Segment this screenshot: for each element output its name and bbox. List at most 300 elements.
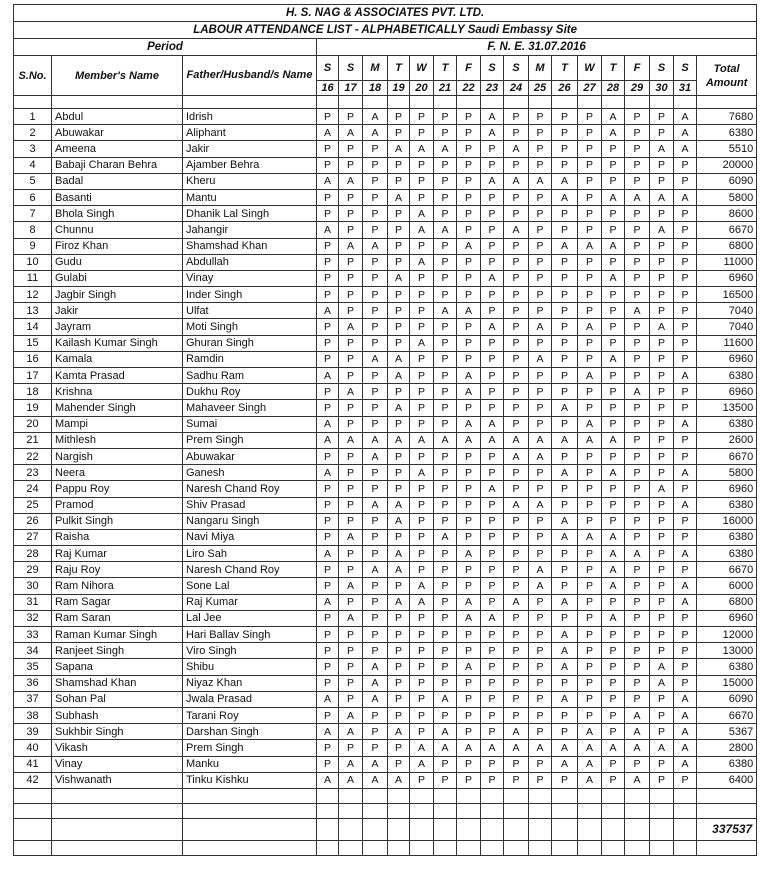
father-name-cell: Hari Ballav Singh xyxy=(183,627,317,643)
attendance-cell: A xyxy=(625,303,650,319)
attendance-cell: A xyxy=(529,497,552,513)
attendance-cell: A xyxy=(388,562,410,578)
amount-cell: 8600 xyxy=(697,206,757,222)
member-name-cell: Ram Sagar xyxy=(52,594,183,610)
sno-cell: 42 xyxy=(14,772,52,788)
spacer-cell xyxy=(363,96,388,109)
attendance-cell: P xyxy=(388,384,410,400)
day-number-header: 31 xyxy=(674,81,697,96)
attendance-cell: A xyxy=(602,125,625,141)
attendance-cell: A xyxy=(578,432,602,448)
attendance-cell: A xyxy=(457,432,481,448)
amount-cell: 6960 xyxy=(697,610,757,626)
attendance-cell: P xyxy=(625,675,650,691)
grand-total: 337537 xyxy=(697,818,757,840)
attendance-cell: P xyxy=(388,173,410,189)
attendance-cell: P xyxy=(481,206,504,222)
attendance-cell: P xyxy=(504,238,529,254)
attendance-cell: P xyxy=(674,254,697,270)
day-number-header: 17 xyxy=(339,81,363,96)
attendance-cell: A xyxy=(339,707,363,723)
attendance-cell: P xyxy=(388,610,410,626)
father-name-cell: Shamshad Khan xyxy=(183,238,317,254)
attendance-cell: P xyxy=(529,400,552,416)
attendance-cell: P xyxy=(481,157,504,173)
empty-row xyxy=(14,788,757,803)
table-row xyxy=(14,756,757,772)
attendance-cell: P xyxy=(674,562,697,578)
attendance-cell: A xyxy=(674,707,697,723)
attendance-cell: P xyxy=(529,254,552,270)
empty-cell xyxy=(52,840,183,855)
father-name-cell: Navi Miya xyxy=(183,529,317,545)
attendance-cell: P xyxy=(674,627,697,643)
attendance-cell: A xyxy=(552,594,578,610)
attendance-cell: P xyxy=(457,189,481,205)
attendance-cell: P xyxy=(363,627,388,643)
amount-cell: 12000 xyxy=(697,627,757,643)
attendance-cell: P xyxy=(388,691,410,707)
attendance-cell: P xyxy=(339,740,363,756)
attendance-cell: P xyxy=(650,513,674,529)
attendance-cell: P xyxy=(602,724,625,740)
attendance-cell: P xyxy=(481,254,504,270)
attendance-cell: P xyxy=(434,319,457,335)
attendance-cell: P xyxy=(625,594,650,610)
attendance-cell: A xyxy=(388,772,410,788)
attendance-cell: A xyxy=(481,610,504,626)
attendance-cell: P xyxy=(529,368,552,384)
attendance-cell: A xyxy=(504,497,529,513)
sno-cell: 29 xyxy=(14,562,52,578)
attendance-cell: P xyxy=(457,157,481,173)
sno-cell: 22 xyxy=(14,448,52,464)
attendance-cell: P xyxy=(339,351,363,367)
attendance-cell: P xyxy=(674,448,697,464)
attendance-cell: P xyxy=(578,481,602,497)
total-row xyxy=(14,818,757,840)
amount-cell: 5367 xyxy=(697,724,757,740)
attendance-cell: P xyxy=(363,594,388,610)
sno-cell: 35 xyxy=(14,659,52,675)
attendance-cell: P xyxy=(363,465,388,481)
table-row xyxy=(14,335,757,351)
attendance-cell: P xyxy=(339,497,363,513)
attendance-cell: P xyxy=(339,594,363,610)
empty-cell xyxy=(481,803,504,818)
attendance-cell: A xyxy=(602,432,625,448)
attendance-cell: P xyxy=(317,529,339,545)
member-name-cell: Babaji Charan Behra xyxy=(52,157,183,173)
period-label: Period xyxy=(14,39,317,56)
attendance-cell: P xyxy=(481,303,504,319)
amount-cell: 16500 xyxy=(697,287,757,303)
attendance-table xyxy=(13,4,757,856)
attendance-cell: A xyxy=(317,368,339,384)
attendance-cell: P xyxy=(434,627,457,643)
attendance-cell: P xyxy=(625,448,650,464)
spacer-cell xyxy=(578,96,602,109)
attendance-cell: A xyxy=(317,546,339,562)
attendance-cell: A xyxy=(674,141,697,157)
attendance-cell: P xyxy=(363,578,388,594)
sno-cell: 37 xyxy=(14,691,52,707)
member-name-cell: Sukhbir Singh xyxy=(52,724,183,740)
amount-cell: 6960 xyxy=(697,270,757,286)
attendance-cell: P xyxy=(388,206,410,222)
father-name-header: Father/Husband/s Name xyxy=(183,56,317,96)
member-name-header: Member's Name xyxy=(52,56,183,96)
attendance-cell: P xyxy=(602,400,625,416)
member-name-cell: Badal xyxy=(52,173,183,189)
attendance-cell: A xyxy=(674,691,697,707)
attendance-cell: P xyxy=(529,335,552,351)
attendance-cell: P xyxy=(388,416,410,432)
sno-cell: 7 xyxy=(14,206,52,222)
attendance-cell: P xyxy=(552,351,578,367)
attendance-cell: P xyxy=(552,610,578,626)
attendance-cell: P xyxy=(388,707,410,723)
empty-cell xyxy=(388,803,410,818)
attendance-cell: P xyxy=(410,659,434,675)
member-name-cell: Jayram xyxy=(52,319,183,335)
attendance-cell: A xyxy=(339,125,363,141)
attendance-cell: A xyxy=(529,351,552,367)
attendance-cell: P xyxy=(650,529,674,545)
attendance-cell: A xyxy=(504,448,529,464)
attendance-cell: P xyxy=(625,691,650,707)
attendance-cell: P xyxy=(317,206,339,222)
attendance-cell: A xyxy=(339,173,363,189)
spacer-cell xyxy=(183,96,317,109)
amount-cell: 6380 xyxy=(697,497,757,513)
sheet-subtitle: LABOUR ATTENDANCE LIST - ALPHABETICALLY Saudi Embassy Site xyxy=(14,22,757,39)
attendance-cell: A xyxy=(410,594,434,610)
attendance-cell: P xyxy=(650,627,674,643)
attendance-cell: P xyxy=(434,659,457,675)
attendance-cell: P xyxy=(529,416,552,432)
day-letter-header: W xyxy=(410,56,434,81)
member-name-cell: Mithlesh xyxy=(52,432,183,448)
attendance-cell: A xyxy=(317,416,339,432)
empty-cell xyxy=(529,840,552,855)
attendance-cell: P xyxy=(388,627,410,643)
attendance-cell: P xyxy=(529,189,552,205)
day-number-header: 25 xyxy=(529,81,552,96)
attendance-cell: P xyxy=(504,546,529,562)
attendance-cell: P xyxy=(339,303,363,319)
attendance-cell: P xyxy=(388,448,410,464)
attendance-cell: P xyxy=(388,481,410,497)
attendance-cell: P xyxy=(650,448,674,464)
father-name-cell: Darshan Singh xyxy=(183,724,317,740)
member-name-cell: Jagbir Singh xyxy=(52,287,183,303)
attendance-cell: P xyxy=(388,529,410,545)
amount-cell: 13500 xyxy=(697,400,757,416)
attendance-cell: A xyxy=(363,497,388,513)
attendance-cell: P xyxy=(388,659,410,675)
day-letter-header: T xyxy=(434,56,457,81)
attendance-sheet xyxy=(13,4,753,878)
attendance-cell: P xyxy=(578,351,602,367)
attendance-cell: P xyxy=(504,270,529,286)
empty-cell xyxy=(481,788,504,803)
attendance-cell: P xyxy=(410,497,434,513)
empty-row xyxy=(14,803,757,818)
attendance-cell: P xyxy=(339,691,363,707)
attendance-cell: P xyxy=(434,562,457,578)
day-letter-header: T xyxy=(388,56,410,81)
sno-cell: 32 xyxy=(14,610,52,626)
member-name-cell: Mahender Singh xyxy=(52,400,183,416)
amount-cell: 5800 xyxy=(697,465,757,481)
attendance-cell: P xyxy=(363,707,388,723)
member-name-cell: Abdul xyxy=(52,109,183,125)
attendance-cell: P xyxy=(625,627,650,643)
attendance-cell: A xyxy=(457,384,481,400)
attendance-cell: A xyxy=(602,270,625,286)
empty-cell xyxy=(529,788,552,803)
period-value: F. N. E. 31.07.2016 xyxy=(317,39,757,56)
attendance-cell: A xyxy=(457,546,481,562)
attendance-cell: A xyxy=(388,368,410,384)
attendance-cell: P xyxy=(578,335,602,351)
attendance-cell: P xyxy=(481,529,504,545)
attendance-cell: P xyxy=(578,141,602,157)
attendance-cell: A xyxy=(363,109,388,125)
attendance-cell: P xyxy=(602,497,625,513)
attendance-cell: P xyxy=(317,238,339,254)
father-name-cell: Manku xyxy=(183,756,317,772)
attendance-cell: P xyxy=(602,287,625,303)
member-name-cell: Shamshad Khan xyxy=(52,675,183,691)
attendance-cell: A xyxy=(339,724,363,740)
amount-cell: 6000 xyxy=(697,578,757,594)
amount-cell: 6670 xyxy=(697,562,757,578)
attendance-cell: P xyxy=(529,465,552,481)
empty-cell xyxy=(317,818,339,840)
attendance-cell: P xyxy=(650,303,674,319)
table-row xyxy=(14,707,757,723)
attendance-cell: P xyxy=(625,351,650,367)
sno-cell: 8 xyxy=(14,222,52,238)
attendance-cell: P xyxy=(317,562,339,578)
attendance-cell: P xyxy=(363,189,388,205)
attendance-cell: P xyxy=(674,319,697,335)
attendance-cell: P xyxy=(625,497,650,513)
father-name-cell: Viro Singh xyxy=(183,643,317,659)
attendance-cell: P xyxy=(410,368,434,384)
attendance-cell: P xyxy=(457,448,481,464)
empty-cell xyxy=(650,840,674,855)
attendance-cell: P xyxy=(625,400,650,416)
attendance-cell: P xyxy=(529,384,552,400)
empty-cell xyxy=(552,803,578,818)
amount-cell: 7040 xyxy=(697,303,757,319)
attendance-cell: A xyxy=(363,562,388,578)
attendance-cell: P xyxy=(363,481,388,497)
attendance-cell: P xyxy=(650,707,674,723)
attendance-cell: P xyxy=(650,400,674,416)
table-row xyxy=(14,125,757,141)
attendance-cell: A xyxy=(388,400,410,416)
attendance-cell: A xyxy=(457,368,481,384)
attendance-cell: A xyxy=(529,173,552,189)
attendance-cell: A xyxy=(602,465,625,481)
attendance-cell: P xyxy=(578,465,602,481)
attendance-cell: P xyxy=(578,594,602,610)
member-name-cell: Mampi xyxy=(52,416,183,432)
attendance-cell: P xyxy=(481,189,504,205)
attendance-cell: P xyxy=(339,141,363,157)
attendance-cell: A xyxy=(552,659,578,675)
attendance-cell: P xyxy=(388,643,410,659)
attendance-cell: P xyxy=(481,772,504,788)
attendance-cell: P xyxy=(552,157,578,173)
attendance-cell: P xyxy=(504,610,529,626)
empty-cell xyxy=(481,840,504,855)
attendance-cell: P xyxy=(457,643,481,659)
attendance-cell: P xyxy=(388,740,410,756)
attendance-cell: P xyxy=(317,610,339,626)
attendance-cell: P xyxy=(457,707,481,723)
spacer-cell xyxy=(552,96,578,109)
attendance-cell: P xyxy=(625,562,650,578)
attendance-cell: P xyxy=(317,351,339,367)
table-row xyxy=(14,351,757,367)
day-letter-header: S xyxy=(339,56,363,81)
attendance-cell: P xyxy=(363,400,388,416)
attendance-cell: P xyxy=(578,109,602,125)
attendance-cell: A xyxy=(481,319,504,335)
member-name-cell: Gudu xyxy=(52,254,183,270)
attendance-cell: A xyxy=(552,691,578,707)
empty-cell xyxy=(504,818,529,840)
attendance-cell: A xyxy=(578,756,602,772)
attendance-cell: P xyxy=(674,675,697,691)
attendance-cell: P xyxy=(388,238,410,254)
attendance-cell: A xyxy=(578,529,602,545)
attendance-cell: P xyxy=(388,303,410,319)
attendance-cell: P xyxy=(650,335,674,351)
attendance-cell: P xyxy=(457,270,481,286)
attendance-cell: P xyxy=(625,157,650,173)
attendance-cell: P xyxy=(504,303,529,319)
father-name-cell: Nangaru Singh xyxy=(183,513,317,529)
attendance-cell: P xyxy=(650,691,674,707)
attendance-cell: A xyxy=(504,432,529,448)
sno-cell: 23 xyxy=(14,465,52,481)
attendance-cell: P xyxy=(674,610,697,626)
father-name-cell: Sone Lal xyxy=(183,578,317,594)
table-row xyxy=(14,400,757,416)
member-name-cell: Basanti xyxy=(52,189,183,205)
empty-cell xyxy=(602,788,625,803)
empty-cell xyxy=(363,803,388,818)
father-name-cell: Dhanik Lal Singh xyxy=(183,206,317,222)
attendance-cell: P xyxy=(674,303,697,319)
attendance-cell: P xyxy=(674,432,697,448)
sno-cell: 25 xyxy=(14,497,52,513)
empty-cell xyxy=(552,840,578,855)
attendance-cell: P xyxy=(481,546,504,562)
father-name-cell: Abdullah xyxy=(183,254,317,270)
day-number-header: 19 xyxy=(388,81,410,96)
attendance-cell: P xyxy=(504,627,529,643)
day-letter-header: T xyxy=(552,56,578,81)
attendance-cell: A xyxy=(481,109,504,125)
attendance-cell: A xyxy=(602,109,625,125)
empty-cell xyxy=(388,818,410,840)
attendance-cell: P xyxy=(504,481,529,497)
member-name-cell: Ram Saran xyxy=(52,610,183,626)
day-letter-header: M xyxy=(363,56,388,81)
attendance-cell: P xyxy=(504,157,529,173)
attendance-cell: P xyxy=(504,368,529,384)
attendance-cell: P xyxy=(317,254,339,270)
attendance-cell: P xyxy=(529,141,552,157)
attendance-cell: P xyxy=(363,303,388,319)
empty-cell xyxy=(529,803,552,818)
sno-cell: 20 xyxy=(14,416,52,432)
attendance-cell: P xyxy=(578,189,602,205)
attendance-cell: P xyxy=(388,254,410,270)
attendance-cell: P xyxy=(339,287,363,303)
attendance-cell: P xyxy=(625,368,650,384)
father-name-cell: Liro Sah xyxy=(183,546,317,562)
attendance-cell: P xyxy=(650,772,674,788)
attendance-cell: A xyxy=(434,529,457,545)
sno-cell: 2 xyxy=(14,125,52,141)
empty-cell xyxy=(339,840,363,855)
attendance-cell: P xyxy=(363,287,388,303)
attendance-cell: A xyxy=(504,740,529,756)
empty-cell xyxy=(552,788,578,803)
empty-cell xyxy=(650,803,674,818)
table-row xyxy=(14,724,757,740)
attendance-cell: P xyxy=(317,270,339,286)
attendance-cell: A xyxy=(602,562,625,578)
attendance-cell: P xyxy=(578,303,602,319)
attendance-cell: A xyxy=(552,238,578,254)
attendance-cell: P xyxy=(602,643,625,659)
attendance-cell: P xyxy=(481,707,504,723)
empty-cell xyxy=(183,803,317,818)
attendance-cell: A xyxy=(625,189,650,205)
attendance-cell: P xyxy=(504,675,529,691)
father-name-cell: Jahangir xyxy=(183,222,317,238)
attendance-cell: P xyxy=(650,206,674,222)
attendance-cell: P xyxy=(410,125,434,141)
attendance-cell: P xyxy=(410,627,434,643)
table-row xyxy=(14,238,757,254)
table-row xyxy=(14,254,757,270)
attendance-cell: P xyxy=(602,368,625,384)
attendance-cell: P xyxy=(650,173,674,189)
attendance-cell: P xyxy=(363,529,388,545)
attendance-cell: P xyxy=(363,513,388,529)
attendance-cell: P xyxy=(317,643,339,659)
attendance-cell: A xyxy=(434,432,457,448)
spacer-cell xyxy=(388,96,410,109)
attendance-cell: A xyxy=(602,546,625,562)
attendance-cell: P xyxy=(602,627,625,643)
attendance-cell: A xyxy=(457,594,481,610)
table-row xyxy=(14,416,757,432)
attendance-cell: P xyxy=(625,173,650,189)
attendance-cell: P xyxy=(578,254,602,270)
table-row xyxy=(14,384,757,400)
